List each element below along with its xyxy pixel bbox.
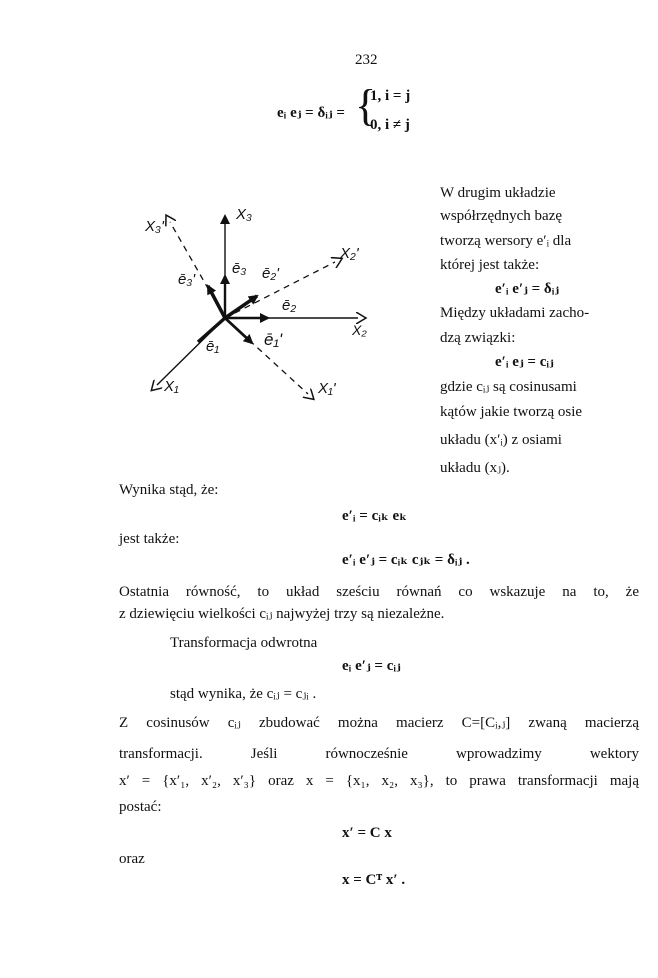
right-formula-1: e′ᵢ e′ⱼ = δᵢⱼ [495, 281, 560, 297]
label-x1: X₁ [164, 378, 179, 395]
right-line-7: gdzie cᵢⱼ są cosinusami [440, 379, 577, 395]
formula-inverse: eᵢ e′ⱼ = cᵢⱼ [342, 658, 401, 674]
right-line-4: której jest także: [440, 257, 540, 273]
formula-transform: x′ = C x [342, 825, 392, 841]
label-e1-prime: ē₁' [264, 330, 283, 349]
paragraph-cosinusow-3: x′ = {x′₁, x′₂, x′₃} oraz x = {x₁, x₂, x₃}, to prawa transformacji mają [119, 773, 639, 789]
label-e2-prime: ē₂' [262, 265, 279, 282]
paragraph-transformacja: Transformacja odwrotna [170, 635, 318, 651]
paragraph-wynika: Wynika stąd, że: [119, 482, 219, 498]
label-e1: ē₁ [206, 338, 220, 355]
right-line-1: W drugim układzie [440, 185, 556, 201]
paragraph-cosinusow-4: postać: [119, 799, 162, 815]
right-line-8: kątów jakie tworzą osie [440, 404, 583, 420]
right-line-5: Między układami zacho- [440, 305, 590, 321]
paragraph-stad-wynika: stąd wynika, że cᵢⱼ = cⱼᵢ . [170, 686, 317, 702]
paragraph-cosinusow-1: Z cosinusów cᵢⱼ zbudować można macierz C=[Cᵢ,ⱼ] zwaną macierzą [119, 715, 639, 731]
paragraph-cosinusow-2: transformacji. Jeśli równocześnie wprowadzimy wektory [119, 746, 639, 762]
kronecker-case-equal: 1, i = j [370, 88, 411, 104]
label-e3-prime: ē₃' [178, 271, 196, 288]
vector-e2-prime [225, 296, 257, 318]
right-formula-2: e′ᵢ eⱼ = cᵢⱼ [495, 354, 554, 370]
label-x1-prime: X₁' [318, 380, 336, 397]
vector-e3-prime [208, 286, 225, 318]
paragraph-ostatnia-2: z dziewięciu wielkości cᵢⱼ najwyżej trzy są niezależne. [119, 606, 445, 622]
label-e2: ē₂ [282, 297, 297, 314]
paragraph-ostatnia-1: Ostatnia równość, to układ sześciu równań co wskazuje na to, że [119, 584, 639, 600]
right-line-9: układu (x′ᵢ) z osiami [440, 432, 562, 448]
kronecker-formula-lhs: eᵢ eⱼ = δᵢⱼ = [277, 105, 345, 121]
right-line-6: dzą związki: [440, 330, 516, 346]
page-number: 232 [355, 52, 378, 68]
kronecker-case-unequal: 0, i ≠ j [370, 117, 410, 133]
label-x2: X₂ [352, 322, 367, 338]
paragraph-oraz: oraz [119, 851, 145, 867]
formula-orthogonality: e′ᵢ e′ⱼ = cᵢₖ cⱼₖ = δᵢⱼ . [342, 552, 470, 568]
label-e3: ē₃ [232, 260, 247, 277]
right-line-10: układu (xⱼ). [440, 460, 510, 476]
paragraph-jest-takze: jest także: [119, 531, 180, 547]
label-x3: X₃ [236, 206, 252, 223]
formula-transform-inverse: x = Cᵀ x′ . [342, 872, 406, 888]
right-line-3: tworzą wersory e′ᵢ dla [440, 233, 572, 249]
vector-e1-prime [225, 318, 252, 343]
cases-brace: { [355, 81, 377, 130]
formula-e-prime: e′ᵢ = cᵢₖ eₖ [342, 508, 408, 524]
label-x2-prime: X₂' [340, 245, 359, 262]
right-line-2: współrzędnych bazę [440, 208, 563, 224]
label-x3-prime: X₃' [145, 218, 164, 235]
